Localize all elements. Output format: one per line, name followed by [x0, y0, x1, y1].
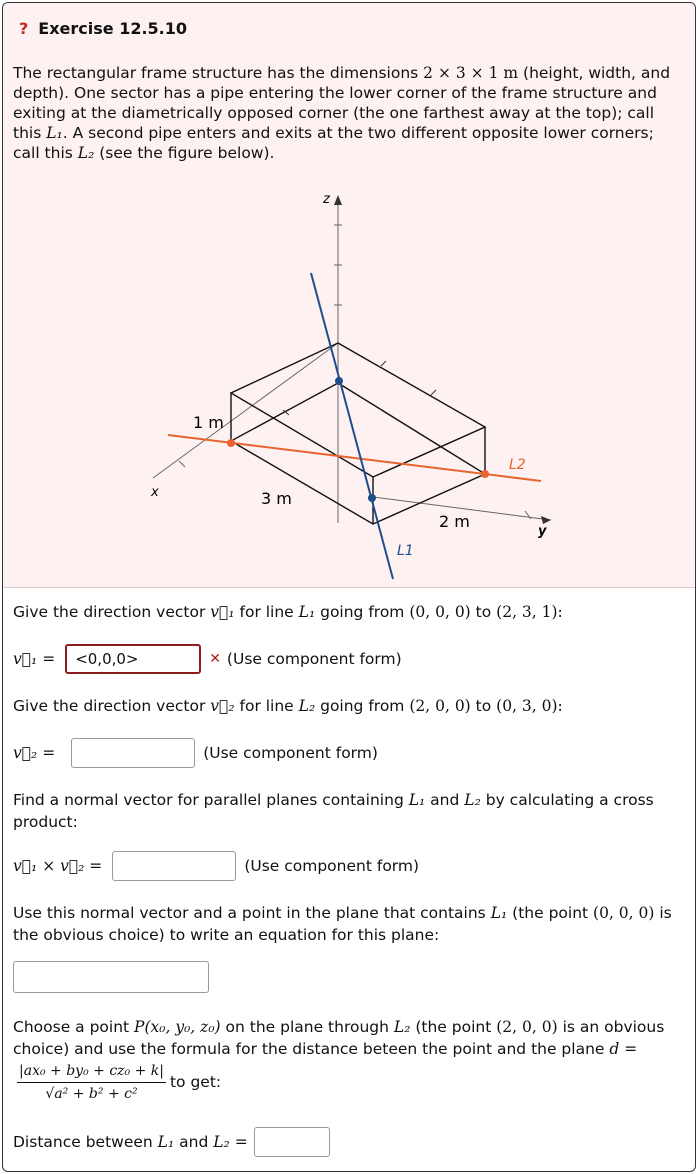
intro-text-4: (see the figure below).: [99, 144, 275, 162]
formula-denominator: √a² + b² + c²: [45, 1086, 138, 1102]
dim-3m-label: 3 m: [261, 489, 292, 508]
dim-1m-label: 1 m: [193, 413, 224, 432]
x-axis: [153, 343, 338, 478]
q2-lhs: v⃗₂ =: [13, 744, 56, 762]
formula-numerator: |ax₀ + by₀ + cz₀ + k|: [17, 1060, 166, 1083]
q3-answer-row: [13, 850, 419, 882]
q1-lhs: v⃗₁ =: [13, 650, 56, 668]
frame-figure: [3, 183, 696, 593]
frame-ticks: [283, 361, 436, 415]
q1-answer-row: [13, 643, 402, 675]
q3-hint: (Use component form): [244, 857, 420, 875]
y-axis-arrow-icon: [541, 516, 551, 524]
l2-exit-point: [481, 470, 489, 478]
l2-label: L2: [509, 457, 526, 473]
q1-hint: (Use component form): [226, 650, 402, 668]
dim-2m-label: 2 m: [439, 512, 470, 531]
l2-entry-point: [227, 439, 235, 447]
l1-top-point: [335, 377, 343, 385]
q4-prompt: Use this normal vector and a point in the plane that contains L₁ (the point (0, 0, 0) is the obvious choice) to write an equation for this plane:: [13, 904, 672, 944]
exercise-title: [19, 19, 187, 38]
intro-text-2: (height, width, and depth). One sector has a pipe entering the lower corner of the frame structure and exiting at the diametrically opposed corner (the one farthest away at the top); call this: [13, 64, 671, 142]
y-axis-label: y: [538, 524, 547, 539]
q2-answer-row: [13, 737, 378, 769]
q2-hint: (Use component form): [203, 744, 378, 762]
intro-dims: 2 × 3 × 1 m: [423, 64, 519, 82]
l1-bottom-point: [368, 494, 376, 502]
incorrect-x-icon: ✕: [209, 651, 221, 667]
distance-formula: [17, 1060, 166, 1105]
plane-equation-input[interactable]: [13, 961, 209, 993]
z-axis-label: z: [323, 192, 330, 207]
intro-text-3: . A second pipe enters and exits at the two different opposite lower corners; call this: [13, 124, 654, 162]
l1-label: L1: [397, 543, 414, 559]
question-mark-icon: ?: [19, 19, 29, 38]
exercise-panel: [2, 2, 696, 1172]
q2-prompt: Give the direction vector v⃗₂ for line L₂ going from (2, 0, 0) to (0, 3, 0):: [13, 697, 563, 715]
q4-answer-row: [13, 961, 209, 993]
q6-answer-row: Distance between L₁ and L₂ =: [13, 1126, 330, 1158]
q3-prompt: Find a normal vector for parallel planes containing L₁ and L₂ by calculating a cross product:: [13, 791, 654, 831]
x-axis-label: x: [151, 485, 159, 500]
distance-input[interactable]: [254, 1127, 330, 1157]
q5-prompt: Choose a point P(x₀, y₀, z₀) on the plane through L₂ (the point (2, 0, 0) is an obvious choice) and use the formula for the distance beteen the point and the plane d = $\frac{\text{|ax₀ + by₀ + cz₀ + k|}}{\text{√a² + b² + c²}}$ to get:: [13, 1016, 689, 1105]
q1-prompt: Give the direction vector v⃗₁ for line L₁ going from (0, 0, 0) to (2, 3, 1):: [13, 603, 563, 621]
problem-intro: [13, 63, 685, 163]
v1-input[interactable]: [65, 644, 201, 674]
exercise-title-text: Exercise 12.5.10: [38, 19, 188, 38]
intro-text-1: The rectangular frame structure has the dimensions: [13, 64, 419, 82]
v2-input[interactable]: [71, 738, 195, 768]
distance-d-eq: d =: [609, 1040, 638, 1058]
intro-l1: L₁: [46, 124, 63, 142]
cross-product-input[interactable]: [112, 851, 236, 881]
pipe-l1: [311, 273, 393, 579]
z-axis-arrow-icon: [334, 195, 342, 205]
intro-l2: L₂: [77, 144, 95, 162]
q3-lhs: v⃗₁ × v⃗₂ =: [13, 857, 103, 875]
